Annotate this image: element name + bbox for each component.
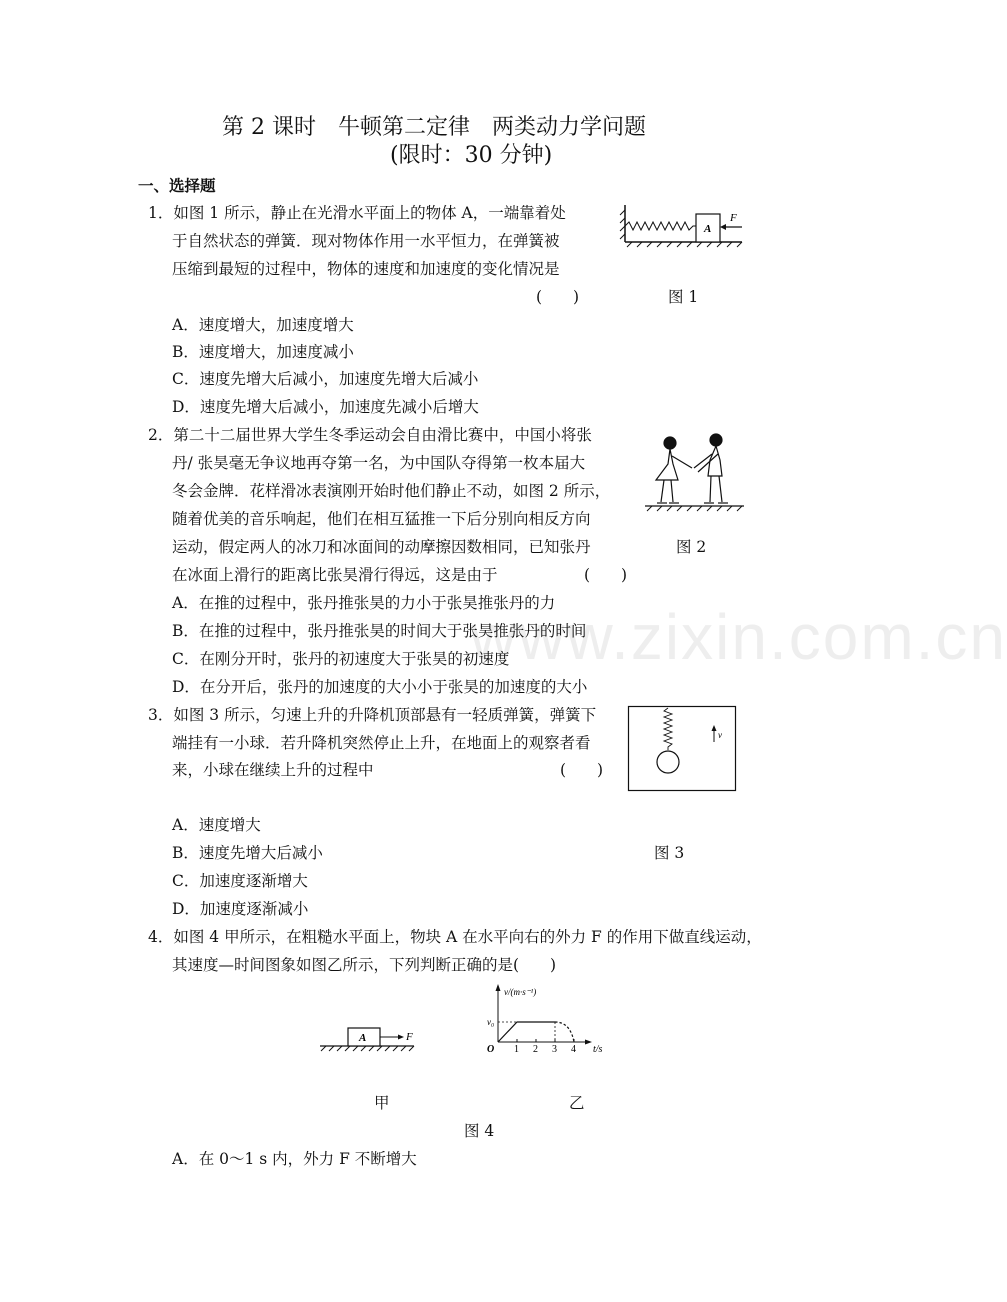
vt-deceleration-curve <box>555 1022 574 1042</box>
q3-option-c: C．加速度逐渐增大 <box>172 872 308 890</box>
fig1-force-label: F <box>730 212 737 224</box>
fig3-caption: 图 3 <box>654 844 685 862</box>
q1-line-2: 于自然状态的弹簧．现对物体作用一水平恒力，在弹簧被 <box>172 232 560 250</box>
q1-line-3: 压缩到最短的过程中，物体的速度和加速度的变化情况是 <box>172 260 560 278</box>
figure-2 <box>640 430 750 515</box>
q2-option-c: C．在刚分开时，张丹的初速度大于张昊的初速度 <box>172 650 510 668</box>
q2-option-a: A．在推的过程中，张丹推张昊的力小于张昊推张丹的力 <box>172 594 556 612</box>
q3-paren: ( ) <box>560 761 604 779</box>
fig4-sub-caption-right: 乙 <box>569 1094 585 1112</box>
q4-option-a: A．在 0～1 s 内，外力 F 不断增大 <box>172 1150 417 1168</box>
chart-xtick-label: 2 <box>533 1044 538 1055</box>
q1-option-d: D．速度先增大后减小，加速度先减小后增大 <box>172 398 479 416</box>
chart-xtick-label: 3 <box>552 1044 557 1055</box>
q3-option-b: B．速度先增大后减小 <box>172 844 323 862</box>
chart-ylabel: v/(m·s⁻¹) <box>504 987 537 997</box>
figure-1 <box>620 200 750 250</box>
q3-option-d: D．加速度逐渐减小 <box>172 900 309 918</box>
q1-line-1: 1．如图 1 所示，静止在光滑水平面上的物体 A，一端靠着处 <box>148 204 566 222</box>
fig4-caption: 图 4 <box>464 1122 495 1140</box>
q4-line-1: 4．如图 4 甲所示，在粗糙水平面上，物块 A 在水平向右的外力 F 的作用下做直线运动， <box>148 928 762 946</box>
q2-line-2: 丹/ 张昊毫无争议地再夺第一名，为中国队夺得第一枚本届大 <box>172 454 586 472</box>
q2-line-3: 冬会金牌．花样滑冰表演刚开始时他们静止不动，如图 2 所示， <box>172 482 611 500</box>
fig4-sub-caption-left: 甲 <box>374 1094 390 1112</box>
chart-xtick-label: 4 <box>571 1044 576 1055</box>
q2-option-d: D．在分开后，张丹的加速度的大小小于张昊的加速度的大小 <box>172 678 588 696</box>
page-title: 第 2 课时 牛顿第二定律 两类动力学问题 <box>222 115 646 140</box>
figure-4a <box>318 1020 428 1060</box>
chart-xtick-label: 1 <box>514 1044 519 1055</box>
fig2-caption: 图 2 <box>676 538 707 556</box>
q2-paren: ( ) <box>584 566 628 584</box>
q2-line-1: 2．第二十二届世界大学生冬季运动会自由滑比赛中，中国小将张 <box>148 426 592 444</box>
q1-option-c: C．速度先增大后减小，加速度先增大后减小 <box>172 370 479 388</box>
chart-origin-label: O <box>487 1044 495 1055</box>
chart-xlabel: t/s <box>593 1044 603 1055</box>
fig1-caption: 图 1 <box>668 288 699 306</box>
q3-line-1: 3．如图 3 所示，匀速上升的升降机顶部悬有一轻质弹簧，弹簧下 <box>148 706 597 724</box>
q2-line-6: 在冰面上滑行的距离比张昊滑行得远，这是由于 <box>172 566 498 584</box>
q4-line-2: 其速度—时间图象如图乙所示，下列判断正确的是( ) <box>172 956 557 974</box>
q1-option-a: A．速度增大，加速度增大 <box>172 316 354 334</box>
fig1-block-label: A <box>704 223 712 235</box>
figure-3 <box>628 706 738 794</box>
q2-line-4: 随着优美的音乐响起，他们在相互猛推一下后分别向相反方向 <box>172 510 591 528</box>
q1-option-b: B．速度增大，加速度减小 <box>172 343 354 361</box>
figure-4b-vt-chart <box>484 982 614 1054</box>
watermark: www.zixin.com.cn <box>470 601 1007 673</box>
chart-ytick-v0: v₀ <box>487 1017 495 1027</box>
q1-paren: ( ) <box>536 288 580 306</box>
fig3-velocity-label: v <box>718 730 722 740</box>
q2-option-b: B．在推的过程中，张丹推张昊的时间大于张昊推张丹的时间 <box>172 622 587 640</box>
q2-line-5: 运动，假定两人的冰刀和冰面间的动摩擦因数相同，已知张丹 <box>172 538 591 556</box>
q3-line-3: 来，小球在继续上升的过程中 <box>172 761 374 779</box>
page-subtitle: (限时：30 分钟) <box>390 143 553 168</box>
q3-option-a: A．速度增大 <box>172 816 261 834</box>
fig4-force-label: F <box>406 1031 413 1043</box>
fig4-block-label: A <box>359 1032 367 1044</box>
q3-line-2: 端挂有一小球．若升降机突然停止上升，在地面上的观察者看 <box>172 734 591 752</box>
section-heading: 一、选择题 <box>138 177 216 195</box>
vt-series-line <box>498 1022 555 1042</box>
